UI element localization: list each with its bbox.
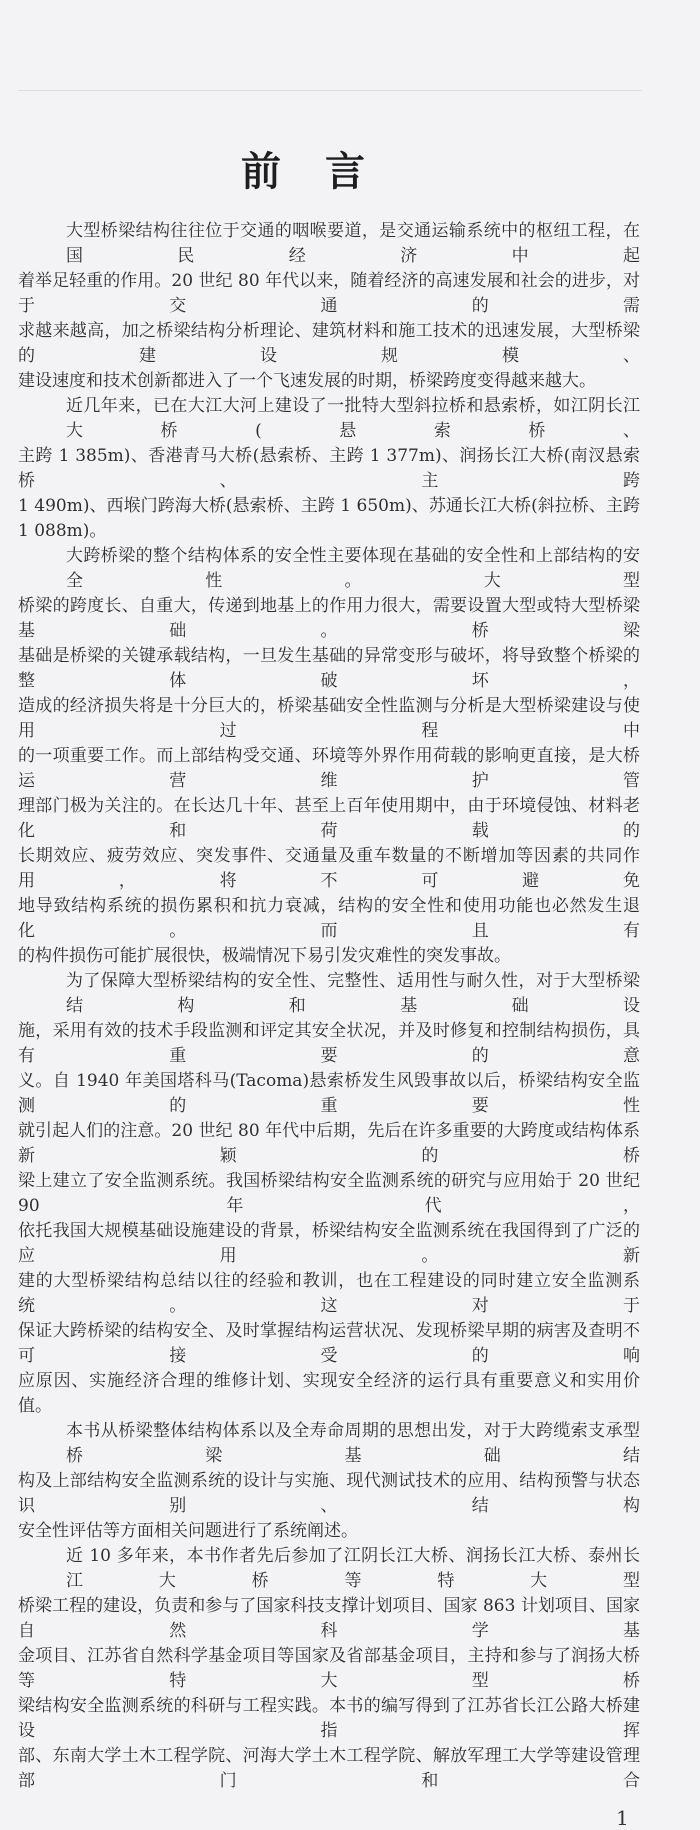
text-line: 应原因、实施经济合理的维修计划、实现安全经济的运行具有重要意义和实用价值。 (18, 1371, 640, 1416)
text-line: 的一项重要工作。而上部结构受交通、环境等外界作用荷载的影响更直接，是大桥运营维护管 (18, 746, 640, 791)
paragraph (18, 1419, 640, 1544)
text-line: 地导致结构系统的损伤累积和抗力衰减，结构的安全性和使用功能也必然发生退化。而且有 (18, 896, 640, 941)
paragraph (18, 219, 640, 394)
text-line: 基础是桥梁的关键承载结构，一旦发生基础的异常变形与破坏，将导致整个桥梁的整体破坏， (18, 646, 640, 691)
text-line: 依托我国大规模基础设施建设的背景，桥梁结构安全监测系统在我国得到了广泛的应用。新 (18, 1221, 640, 1266)
text-line: 大跨桥梁的整个结构体系的安全性主要体现在基础的安全性和上部结构的安全性。大型 (66, 546, 640, 591)
text-line: 桥梁工程的建设，负责和参与了国家科技支撑计划项目、国家 863 计划项目、国家自然科学基 (18, 1596, 640, 1641)
text-line: 保证大跨桥梁的结构安全、及时掌握结构运营状况、发现桥梁早期的病害及查明不可接受的响 (18, 1321, 640, 1366)
text-line: 构及上部结构安全监测系统的设计与实施、现代测试技术的应用、结构预警与状态识别、结构 (18, 1471, 640, 1516)
text-line: 理部门极为关注的。在长达几十年、甚至上百年使用期中，由于环境侵蚀、材料老化和荷载的 (18, 796, 640, 841)
paragraph (18, 969, 640, 1419)
text-line: 着举足轻重的作用。20 世纪 80 年代以来，随着经济的高速发展和社会的进步，对于交通的需 (18, 271, 640, 316)
text-line: 近几年来，已在大江大河上建设了一批特大型斜拉桥和悬索桥，如江阴长江大桥(悬索桥、 (66, 396, 640, 441)
text-line: 金项目、江苏省自然科学基金项目等国家及省部基金项目，主持和参与了润扬大桥等特大型桥 (18, 1646, 640, 1691)
text-line: 本书从桥梁整体结构体系以及全寿命周期的思想出发，对于大跨缆索支承型桥梁基础结 (66, 1421, 640, 1466)
text-line: 桥梁的跨度长、自重大，传递到地基上的作用力很大，需要设置大型或特大型桥梁基础。桥梁 (18, 596, 640, 641)
text-line: 求越来越高，加之桥梁结构分析理论、建筑材料和施工技术的迅速发展，大型桥梁的建设规模、 (18, 321, 640, 366)
text-line: 施，采用有效的技术手段监测和评定其安全状况，并及时修复和控制结构损伤，具有重要的意 (18, 1021, 640, 1066)
text-line: 1 490m)、西堠门跨海大桥(悬索桥、主跨 1 650m)、苏通长江大桥(斜拉桥、主跨 1 088m)。 (18, 496, 640, 541)
text-line: 建设速度和技术创新都进入了一个飞速发展的时期，桥梁跨度变得越来越大。 (18, 371, 596, 391)
text-line: 近 10 多年来，本书作者先后参加了江阴长江大桥、润扬长江大桥、泰州长江大桥等特大型 (66, 1546, 640, 1591)
body-text (18, 219, 640, 1794)
page-title: 前言 (241, 148, 409, 195)
text-line: 部、东南大学土木工程学院、河海大学土木工程学院、解放军理工大学等建设管理部门和合 (18, 1746, 640, 1791)
text-line: 安全性评估等方面相关问题进行了系统阐述。 (18, 1521, 358, 1541)
text-line: 义。自 1940 年美国塔科马(Tacoma)悬索桥发生风毁事故以后，桥梁结构安全监测的重要性 (18, 1071, 640, 1116)
text-line: 长期效应、疲劳效应、突发事件、交通量及重车数量的不断增加等因素的共同作用，将不可避免 (18, 846, 640, 891)
text-line: 就引起人们的注意。20 世纪 80 年代中后期，先后在许多重要的大跨度或结构体系新颖的桥 (18, 1121, 640, 1166)
header-rule (18, 90, 642, 91)
page-number: 1 (616, 1806, 629, 1830)
text-line: 主跨 1 385m)、香港青马大桥(悬索桥、主跨 1 377m)、润扬长江大桥(南汊悬索桥、主跨 (18, 446, 640, 491)
text-line: 建的大型桥梁结构总结以往的经验和教训，也在工程建设的同时建立安全监测系统。这对于 (18, 1271, 640, 1316)
paragraph (18, 544, 640, 969)
paragraph (18, 1544, 640, 1794)
paragraph (18, 394, 640, 544)
text-line: 的构件损伤可能扩展很快，极端情况下易引发灾难性的突发事故。 (18, 946, 511, 966)
text-line: 造成的经济损失将是十分巨大的，桥梁基础安全性监测与分析是大型桥梁建设与使用过程中 (18, 696, 640, 741)
text-line: 大型桥梁结构往往位于交通的咽喉要道，是交通运输系统中的枢纽工程，在国民经济中起 (66, 221, 640, 266)
text-line: 梁上建立了安全监测系统。我国桥梁结构安全监测系统的研究与应用始于 20 世纪 90 年代， (18, 1171, 640, 1216)
text-line: 梁结构安全监测系统的科研与工程实践。本书的编写得到了江苏省长江公路大桥建设指挥 (18, 1696, 640, 1741)
text-line: 为了保障大型桥梁结构的安全性、完整性、适用性与耐久性，对于大型桥梁结构和基础设 (66, 971, 640, 1016)
